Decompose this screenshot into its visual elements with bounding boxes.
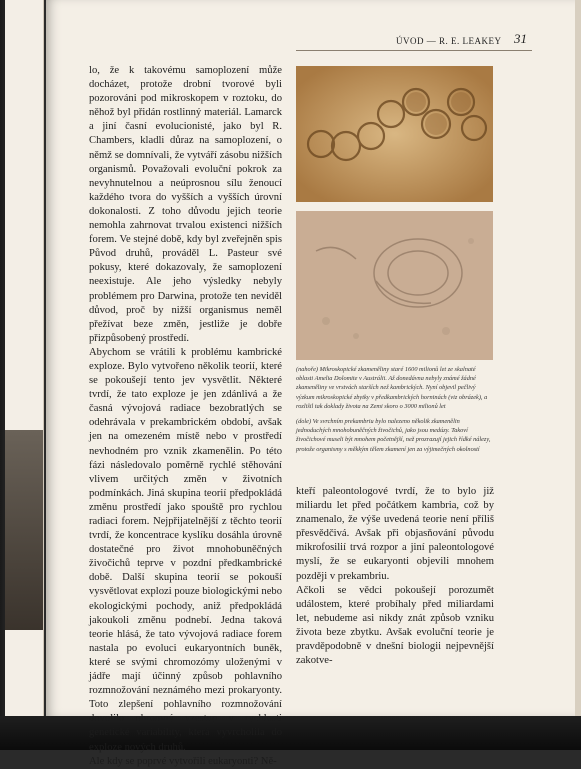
- facing-page-photo-strip: [5, 430, 43, 630]
- paragraph: Ačkoli se vědci pokoušejí porozumět událostem, které probíhaly před miliardami let, nebudeme asi nikdy znát způsob vzniku života beze zbytku. Avšak evoluční teorie je pravděpodobně v dnešní biologii nejpevnější zakotve-: [296, 584, 494, 667]
- microfossil-photo: [296, 66, 493, 202]
- page-number: 31: [514, 31, 527, 46]
- jellyfish-fossil-photo: [296, 211, 493, 360]
- figure-captions: [296, 365, 494, 460]
- paragraph: lo, že k takovému samoplození může docházet, protože drobní tvorové byli pozorováni pod mikroskopem v roztoku, do něhož byl přidán rostlinný materiál. Lamarck a jiní časní evolucionisté, jako byl R. Chambers, kladli důraz na samoplození, o němž se domnívali, že vytváří zásobu nižších organismů. Považovali evoluční pokrok za nevyhnutelnou a neúprosnou sílu ženoucí každého tvora do vyšších a vyšších úrovní dokonalosti. Z toho důvodu jejich teorie nemohla zahrnovat trvalou existenci nižších forem. Ve stejné době, kdy byl zveřejněn spis Původ druhů, prováděl L. Pasteur své pokusy, které dokazovaly, že samoplození neexistuje. Ale jeho výsledky nebyly problémem pro Darwina, protože ten neviděl důvod, proč by nižší organismus neměl přežívat beze změn, jestliže je dobře přizpůsobený prostředí.: [89, 65, 282, 344]
- right-text-column: [296, 485, 494, 668]
- running-header: ÚVOD — R. E. LEAKEY: [396, 36, 502, 46]
- left-text-column: [89, 64, 282, 769]
- paragraph: Ale kdy se poprvé vytvořili eukaryonti? Ně-: [89, 755, 277, 767]
- scan-background-bottom: [0, 716, 581, 750]
- page-edge-right: [575, 0, 581, 716]
- paragraph: Abychom se vrátili k problému kambrické exploze. Bylo vytvořeno několik teorií, které se pokoušejí tento jev vysvětlit. Některé tvrdí, že tato exploze je jen zdánlivá a že časná vývojová radiace bezobratlých se odehrávala v prekambrickém období, avšak jen na omezeném místě nebo v prostředí nevhodném pro vznik zkamenělin. Po této fázi následovalo poměrně rychlé stěhování vlivem určitých změn v životních podmínkách. Jiná skupina teorií předpokládá změnu prostředí jako spouště pro rychlou radiaci forem. Nejpřijatelnější z těchto teorií tvrdí, že koncentrace kyslíku dosáhla úrovně dostatečné pro život mnohobuněčných živočichů teprve v pozdní předkambrické době. Další skupina teorií se pokouší vysvětlovat explozi pouze biologickými nebo ekologickými pochody, aniž předpokládá jakoukoli změnu podnebí. Jedna taková teorie hlásá, že tato vývojová radiace forem nastala po evoluci eukaryontních buněk, které se svými chromozómy uloženými v jádře mají účinný způsob pohlavního rozmnožování neznámého mezi prokaryonty. Toto zlepšení pohlavního rozmnožování dovolilo ohromný vzestup v rychlosti genetické variability, která vyvrcholila do exploze nových druhů.: [89, 346, 282, 753]
- paragraph: kteří paleontologové tvrdí, že to bylo již miliardu let před počátkem kambria, což by znamenalo, že výše uvedená teorie není příliš přesvědčivá. Avšak při objasňování původu mikrofosilií trvá rozpor a jiní paleontologové myslí, že se eukaryonti objevili mnohem později v prekambriu.: [296, 486, 494, 582]
- header-rule: [296, 50, 532, 51]
- caption-bottom: (dole) Ve svrchním prekambriu bylo nalezeno několik zkamenělin jednoduchých mnohobuněčných živočichů, jako jsou medúzy. Takoví živočichové museli být mnohem početnější, než prozrazují jejich řídké nálezy, protože organismy s měkkým tělem zkamení jen za výjimečných okolností: [296, 418, 491, 453]
- caption-top: (nahoře) Mikroskopické zkameněliny staré 1600 milionů let ze skalnaté oblasti Amelia Dolomite v Austrálii. Až donedávna nebyly známé žádné zkameněliny ve vrstvách starších než kambrických. Nyní objevil pečlivý výzkum mikroskopické zbytky v předkambrických horninách (viz obrázek), a rozlišil tak doklady života na Zemi skoro o 3000 milionů let: [296, 366, 488, 410]
